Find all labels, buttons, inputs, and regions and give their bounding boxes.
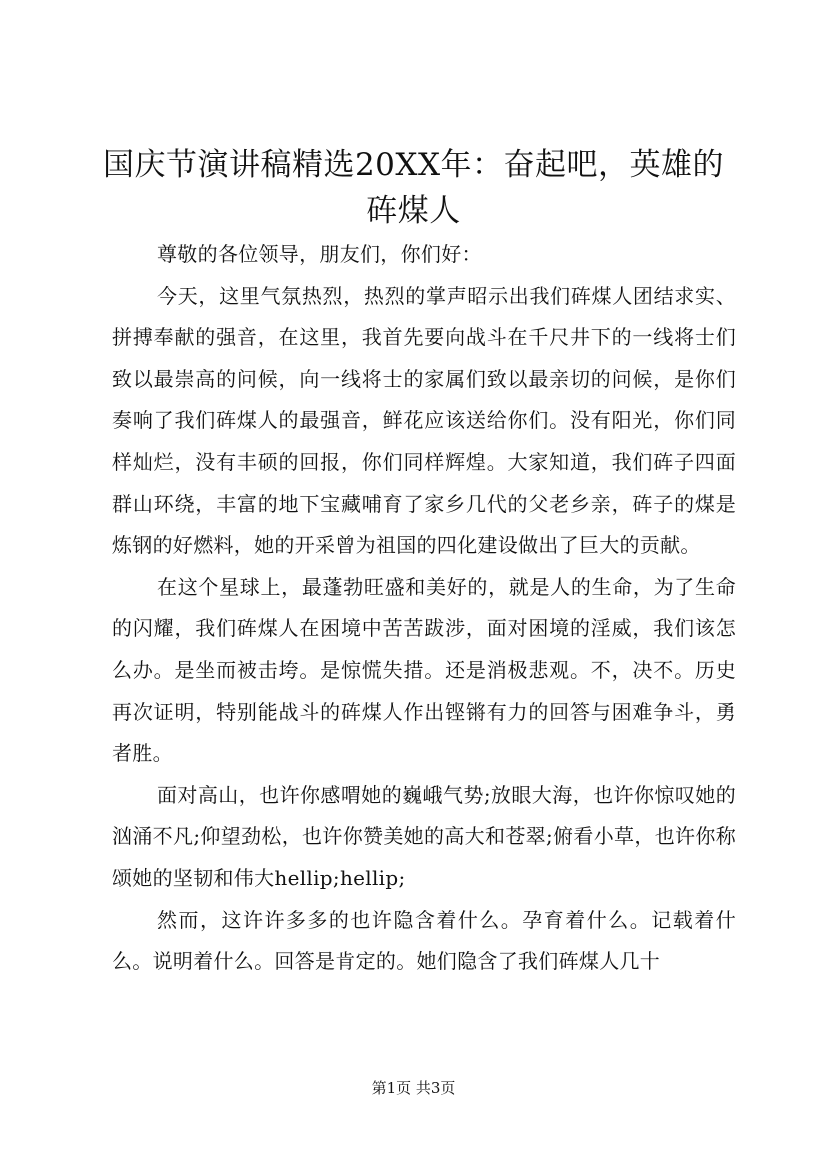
- document-body: [112, 234, 736, 983]
- document-title: 国庆节演讲稿精选20XX年：奋起吧，英雄的砗煤人: [102, 147, 725, 229]
- paragraph-life: 在这个星球上，最蓬勃旺盛和美好的，就是人的生命，为了生命的闪耀，我们砗煤人在困境中苦苦跋涉，面对困境的淫威，我们该怎么办。是坐而被击垮。是惊慌失措。还是消极悲观。不，决不。历史再次证明，特别能战斗的砗煤人作出铿锵有力的回答与困难争斗，勇者胜。: [112, 574, 736, 766]
- paragraph-nature: 面对高山，也许你感喟她的巍峨气势;放眼大海，也许你惊叹她的汹涌不凡;仰望劲松，也许你赞美她的高大和苍翠;俯看小草，也许你称颂她的坚韧和伟大hellip;hellip;: [112, 782, 736, 890]
- page-number-footer: 第1页 共3页: [371, 1079, 456, 1097]
- paragraph-greeting: 尊敬的各位领导，朋友们，你们好：: [157, 242, 482, 266]
- paragraph-opening: 今天，这里气氛热烈，热烈的掌声昭示出我们砗煤人团结求实、拼搏奉献的强音，在这里，我首先要向战斗在千尺井下的一线将士们致以最崇高的问候，向一线将士的家属们致以最亲切的问候，是你们奏响了我们砗煤人的最强音，鲜花应该送给你们。没有阳光，你们同样灿烂，没有丰硕的回报，你们同样辉煌。大家知道，我们砗子四面群山环绕，丰富的地下宝藏哺育了家乡几代的父老乡亲，砗子的煤是炼钢的好燃料，她的开采曾为祖国的四化建设做出了巨大的贡献。: [112, 283, 736, 558]
- paragraph-however: 然而，这许许多多的也许隐含着什么。孕育着什么。记载着什么。说明着什么。回答是肯定的。她们隐含了我们砗煤人几十: [112, 907, 736, 974]
